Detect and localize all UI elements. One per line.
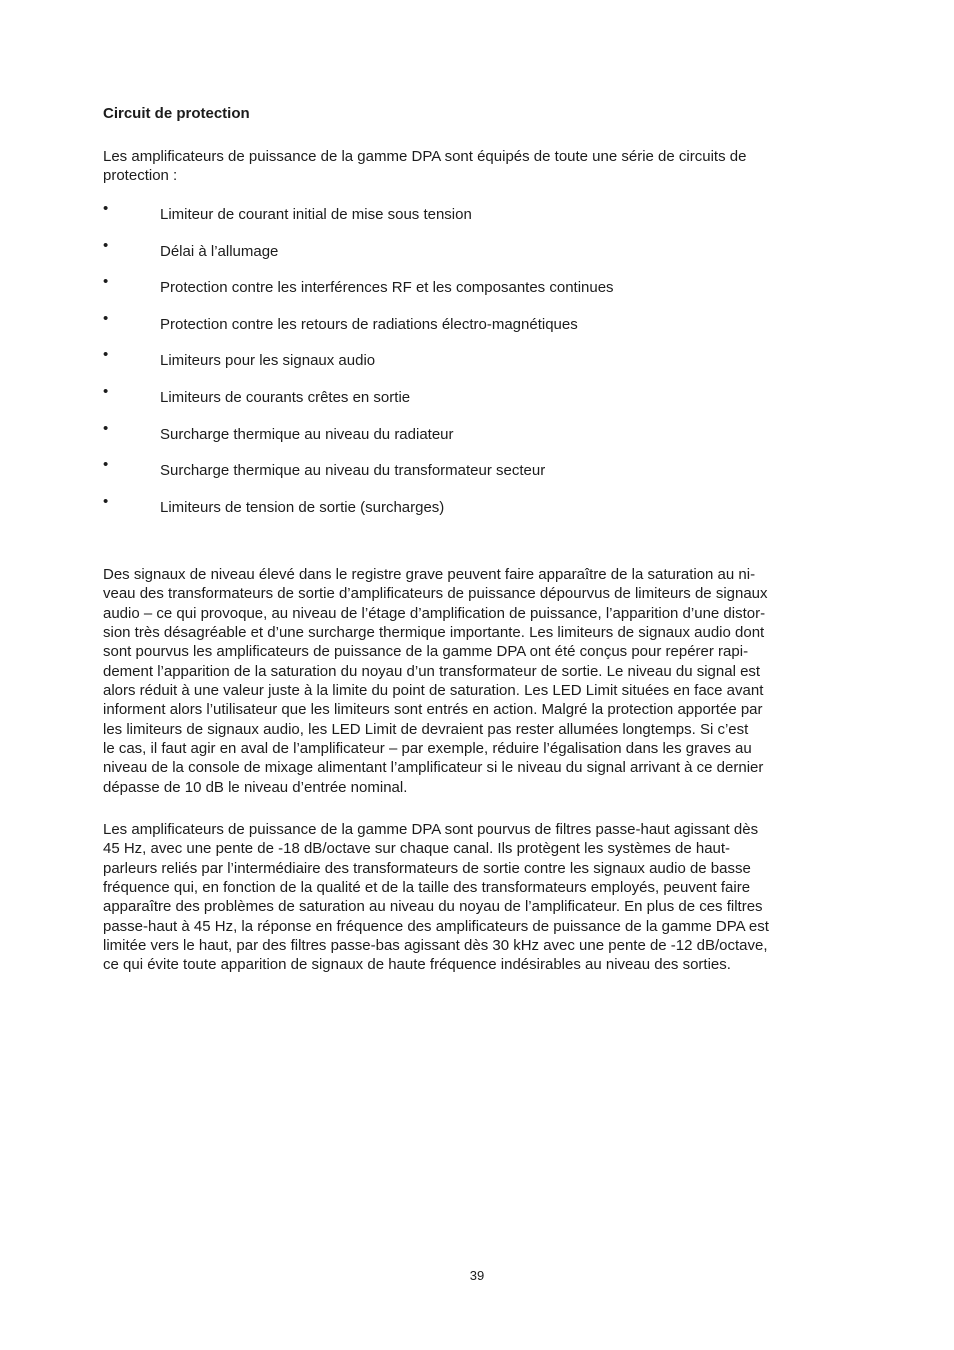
text-line: le cas, il faut agir en aval de l’amplificateur – par exemple, réduire l’égalisation dans les graves au bbox=[103, 740, 752, 758]
bullet-icon: • bbox=[103, 309, 109, 327]
text-line: passe-haut à 45 Hz, la réponse en fréquence des amplificateurs de puissance de la gamme DPA est bbox=[103, 917, 769, 935]
bullet-icon: • bbox=[103, 236, 109, 254]
text-line: parleurs reliés par l’intermédiaire des transformateurs de sortie contre les signaux audio de basse bbox=[103, 859, 751, 877]
list-item bbox=[103, 419, 823, 460]
filters-paragraph bbox=[103, 820, 823, 975]
section-heading: Circuit de protection bbox=[103, 105, 250, 122]
text-line: ce qui évite toute apparition de signaux de haute fréquence indésirables au niveau des sorties. bbox=[103, 956, 731, 974]
text-line: fréquence qui, en fonction de la qualité et de la taille des transformateurs employés, peuvent faire bbox=[103, 879, 751, 897]
list-item bbox=[103, 236, 823, 277]
text-line: Des signaux de niveau élevé dans le registre grave peuvent faire apparaître de la saturation au ni- bbox=[103, 566, 756, 583]
list-item-label: Limiteurs de tension de sortie (surcharges) bbox=[160, 498, 445, 516]
list-item-label: Protection contre les retours de radiations électro-magnétiques bbox=[160, 315, 578, 333]
list-item-label: Limiteur de courant initial de mise sous tension bbox=[160, 206, 472, 223]
text-line: sion très désagréable et d’une surcharge thermique importante. Les limiteurs de signaux audio dont bbox=[103, 624, 765, 642]
list-item-label: Limiteurs de courants crêtes en sortie bbox=[160, 388, 411, 406]
list-item bbox=[103, 492, 823, 533]
text-line: veau des transformateurs de sortie d’amplificateurs de puissance dépourvus de limiteurs de signaux bbox=[103, 585, 768, 603]
intro-paragraph bbox=[103, 147, 823, 186]
text-line: sont pourvus les amplificateurs de puissance de la gamme DPA ont été conçus pour repérer rapi- bbox=[103, 643, 749, 661]
text-line: Les amplificateurs de puissance de la gamme DPA sont pourvus de filtres passe-haut agissant dès bbox=[103, 821, 759, 838]
text-line: Les amplificateurs de puissance de la gamme DPA sont équipés de toute une série de circuits de bbox=[103, 148, 747, 165]
text-line: les limiteurs de signaux audio, les LED Limit de devraient pas rester allumées longtemps. Si c’est bbox=[103, 720, 749, 738]
text-line: alors réduit à une valeur juste à la limite du point de saturation. Les LED Limit situées en face avant bbox=[103, 682, 764, 700]
list-item bbox=[103, 382, 823, 423]
bullet-icon: • bbox=[103, 419, 109, 437]
bullet-icon: • bbox=[103, 346, 109, 364]
text-line: protection : bbox=[103, 167, 178, 185]
list-item bbox=[103, 456, 823, 496]
text-line: informent alors l’utilisateur que les limiteurs sont entrés en action. Malgré la protection apportée par bbox=[103, 701, 763, 719]
list-item-label: Surcharge thermique au niveau du radiateur bbox=[160, 425, 454, 443]
protection-list bbox=[103, 200, 823, 532]
bullet-icon: • bbox=[103, 456, 109, 474]
text-line: 45 Hz, avec une pente de -18 dB/octave sur chaque canal. Ils protègent les systèmes de haut- bbox=[103, 840, 731, 858]
bullet-icon: • bbox=[103, 273, 109, 291]
list-item bbox=[103, 200, 823, 240]
text-line: audio – ce qui provoque, au niveau de l’étage d’amplification de puissance, l’apparition d’une distor- bbox=[103, 604, 766, 622]
bullet-icon: • bbox=[103, 382, 109, 400]
list-item bbox=[103, 273, 823, 313]
bullet-icon: • bbox=[103, 492, 109, 510]
list-item-label: Surcharge thermique au niveau du transformateur secteur bbox=[160, 462, 546, 480]
text-line: dépasse de 10 dB le niveau d’entrée nominal. bbox=[103, 778, 408, 796]
saturation-paragraph bbox=[103, 565, 823, 797]
bullet-icon: • bbox=[103, 200, 109, 217]
page-number: 39 bbox=[469, 1268, 485, 1283]
list-item-label: Limiteurs pour les signaux audio bbox=[160, 352, 376, 370]
text-line: limitée vers le haut, par des filtres passe-bas agissant dès 30 kHz avec une pente de -12 dB/octave, bbox=[103, 937, 768, 955]
text-line: dement l’apparition de la saturation du noyau d’un transformateur de sortie. Le niveau du signal est bbox=[103, 662, 761, 680]
list-item-label: Protection contre les interférences RF et les composantes continues bbox=[160, 279, 614, 297]
list-item bbox=[103, 309, 823, 350]
list-item bbox=[103, 346, 823, 386]
list-item-label: Délai à l’allumage bbox=[160, 242, 279, 260]
text-line: niveau de la console de mixage alimentant l’amplificateur si le niveau du signal arrivant à ce dernier bbox=[103, 759, 764, 777]
text-line: apparaître des problèmes de saturation au niveau du noyau de l’amplificateur. En plus de ces filtres bbox=[103, 898, 763, 916]
